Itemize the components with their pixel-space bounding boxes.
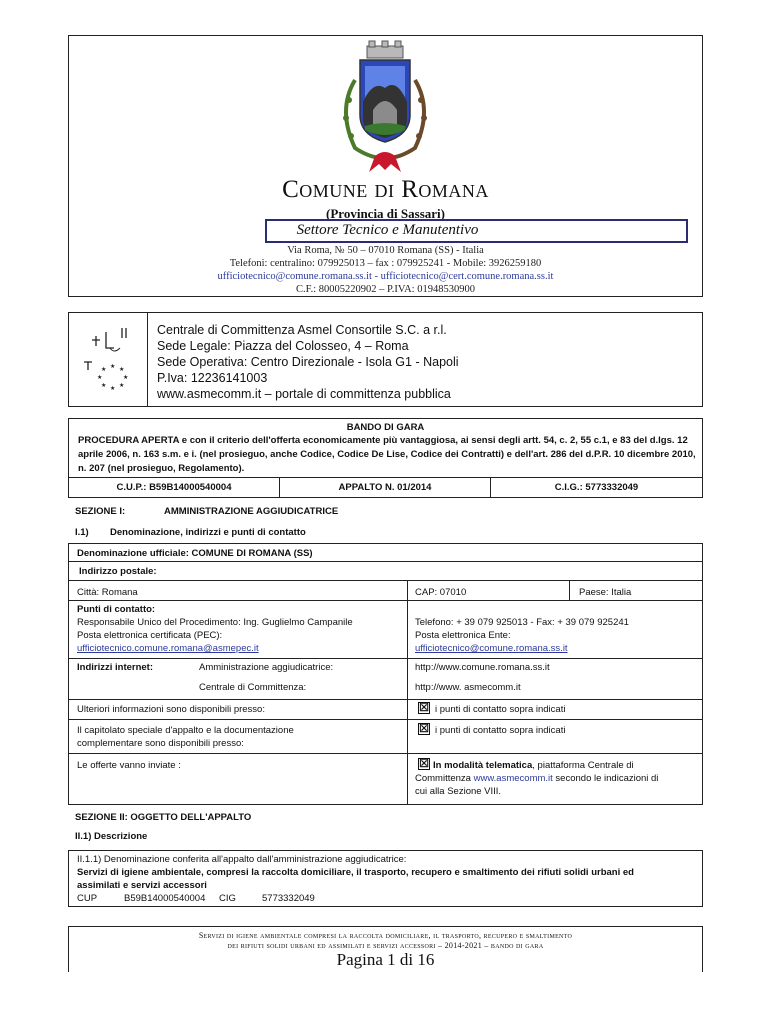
telefono-fax: Telefono: + 39 079 925013 - Fax: + 39 079 925241 — [415, 617, 629, 628]
appalto-description-line2: assimilati e servizi accessori — [77, 880, 207, 891]
svg-text:★: ★ — [101, 366, 107, 373]
capitolato-checkbox[interactable]: ☒ — [419, 723, 429, 735]
section2-sub: II.1) Descrizione — [75, 831, 148, 842]
asmel-info — [157, 322, 459, 402]
centrale-committenza-label: Centrale di Committenza: — [199, 682, 307, 693]
row-divider — [68, 753, 703, 754]
section1-sub-title: Denominazione, indirizzi e punti di contatto — [110, 527, 306, 538]
svg-text:★: ★ — [110, 385, 116, 392]
indirizzi-internet-label: Indirizzi internet: — [77, 662, 153, 673]
section1-sub-number: I.1) — [75, 527, 89, 538]
cap-value: CAP: 07010 — [415, 587, 467, 598]
row-divider — [68, 580, 703, 581]
capitolato-label-line1: Il capitolato speciale d'appalto e la documentazione — [77, 725, 294, 736]
appalto-description-line1: Servizi di igiene ambientale, compresi la raccolta domiciliare, il trasporto, recupero e smaltimento dei rifiuti solidi urbani ed — [77, 867, 634, 878]
asmel-logo-icon — [82, 318, 137, 396]
asmel-divider — [147, 312, 148, 407]
amm-aggiudicatrice-url[interactable]: http://www.comune.romana.ss.it — [415, 662, 550, 673]
page-number: Pagina 1 di 16 — [336, 950, 435, 969]
row-divider — [68, 719, 703, 720]
cup-value: B59B14000540004 — [124, 893, 206, 904]
codes-row — [68, 477, 703, 498]
svg-text:★: ★ — [123, 374, 129, 381]
asmel-line-piva: P.Iva: 12236141003 — [157, 371, 268, 385]
column-divider — [569, 580, 570, 600]
svg-text:★: ★ — [97, 374, 103, 381]
offerte-line3: cui alla Sezione VIII. — [415, 786, 502, 797]
cf-line: C.F.: 80005220902 – P.IVA: 01948530900 — [296, 284, 475, 295]
row-divider — [68, 699, 703, 700]
capitolato-label-line2: complementare sono disponibili presso: — [77, 738, 244, 749]
section1-title: AMMINISTRAZIONE AGGIUDICATRICE — [164, 506, 339, 517]
footer-line2: dei rifiuti solidi urbani ed assimilati e servizi accessori – 2014-2021 – bando di gara — [227, 941, 544, 950]
capitolato-value: i punti di contatto sopra indicati — [435, 725, 566, 736]
offerte-mode: In modalità telematica — [433, 760, 533, 771]
bando-title: BANDO DI GARA — [346, 422, 425, 433]
amm-aggiudicatrice-label: Amministrazione aggiudicatrice: — [199, 662, 334, 673]
offerte-checkbox[interactable]: ☒ — [419, 758, 429, 770]
ulteriori-info-value: i punti di contatto sopra indicati — [435, 704, 566, 715]
emails-line[interactable]: ufficiotecnico@comune.romana.ss.it - ufficiotecnico@cert.comune.romana.ss.it — [217, 271, 554, 282]
indirizzo-postale: Indirizzo postale: — [79, 566, 157, 577]
column-divider — [407, 580, 408, 805]
footer-line1: Servizi di igiene ambientale compresi la raccolta domiciliare, il trasporto, recupero e smaltimento — [198, 931, 573, 940]
municipal-crest-icon — [325, 40, 445, 174]
comune-title: Comune di Romana — [282, 176, 489, 203]
ente-email-link[interactable]: ufficiotecnico@comune.romana.ss.it — [415, 643, 568, 654]
offerte-label: Le offerte vanno inviate : — [77, 760, 181, 771]
offerte-line2 — [415, 773, 658, 785]
punti-contatto-label: Punti di contatto: — [77, 604, 156, 615]
address-line: Via Roma, № 50 – 07010 Romana (SS) - Italia — [287, 245, 484, 256]
offerte-line1 — [433, 760, 634, 772]
centrale-committenza-url[interactable]: http://www. asmecomm.it — [415, 682, 521, 693]
ulteriori-checkbox[interactable]: ☒ — [419, 702, 429, 714]
row-divider — [68, 561, 703, 562]
cup-code: C.U.P.: B59B14000540004 — [69, 478, 280, 497]
provincia-label: (Provincia di Sassari) — [326, 206, 445, 221]
section2-title: SEZIONE II: OGGETTO DELL'APPALTO — [75, 812, 252, 823]
asmel-line-name: Centrale di Committenza Asmel Consortile S.C. a r.l. — [157, 323, 447, 337]
cig-code: C.I.G.: 5773332049 — [554, 482, 639, 493]
svg-text:★: ★ — [101, 382, 107, 389]
svg-text:★: ★ — [119, 382, 125, 389]
denominazione-ufficiale: Denominazione ufficiale: COMUNE DI ROMANA (SS) — [77, 548, 313, 559]
asmel-line-website[interactable]: www.asmecomm.it – portale di committenza pubblica — [157, 387, 451, 401]
row-divider — [68, 658, 703, 659]
asmel-line-operativa: Sede Operativa: Centro Direzionale - Isola G1 - Napoli — [157, 355, 459, 369]
responsabile-procedimento: Responsabile Unico del Procedimento: Ing. Guglielmo Campanile — [77, 617, 353, 628]
appalto-number: APPALTO N. 01/2014 — [280, 478, 491, 497]
pec-label: Posta elettronica certificata (PEC): — [77, 630, 223, 641]
bando-text: PROCEDURA APERTA e con il criterio dell'offerta economicamente più vantaggiosa, ai sensi degli artt. 54, c. 2, 55 c.1, e 83 del d.lgs. 12 aprile 2006, n. 163 s.m. e i. (nel prosieguo, anche Codice, Codice De Lise, Codice dei Contratti) e dell'art. 286 del d.P.R. 10 dicembre 2010, n. 207 (nel prosieguo, Regolamento). — [78, 435, 696, 474]
row-divider — [68, 600, 703, 601]
section1-label: SEZIONE I: — [75, 506, 126, 517]
denominazione-appalto-label: II.1.1) Denominazione conferita all'appalto dall'amministrazione aggiudicatrice: — [77, 854, 407, 865]
pec-email-link[interactable]: ufficiotecnico.comune.romana@asmepec.it — [77, 643, 259, 654]
asmel-line-legale: Sede Legale: Piazza del Colosseo, 4 – Roma — [157, 339, 409, 353]
svg-text:★: ★ — [119, 366, 125, 373]
offerte-committenza: Committenza — [415, 773, 474, 784]
cig-value: 5773332049 — [262, 893, 315, 904]
cig-label: CIG — [219, 893, 236, 904]
ulteriori-info-label: Ulteriori informazioni sono disponibili presso: — [77, 704, 265, 715]
offerte-indicazioni: secondo le indicazioni di — [552, 773, 659, 784]
settore-label: Settore Tecnico e Manutentivo — [296, 222, 479, 238]
phones-line: Telefoni: centralino: 079925013 – fax : 079925241 - Mobile: 3926259180 — [229, 258, 542, 269]
paese-value: Paese: Italia — [579, 587, 632, 598]
cup-label: CUP — [77, 893, 98, 904]
citta-value: Città: Romana — [77, 587, 138, 598]
svg-text:★: ★ — [110, 363, 116, 370]
offerte-platform: , piattaforma Centrale di — [532, 760, 634, 771]
ente-email-label: Posta elettronica Ente: — [415, 630, 511, 641]
asmecomm-link[interactable]: www.asmecomm.it — [473, 773, 553, 784]
